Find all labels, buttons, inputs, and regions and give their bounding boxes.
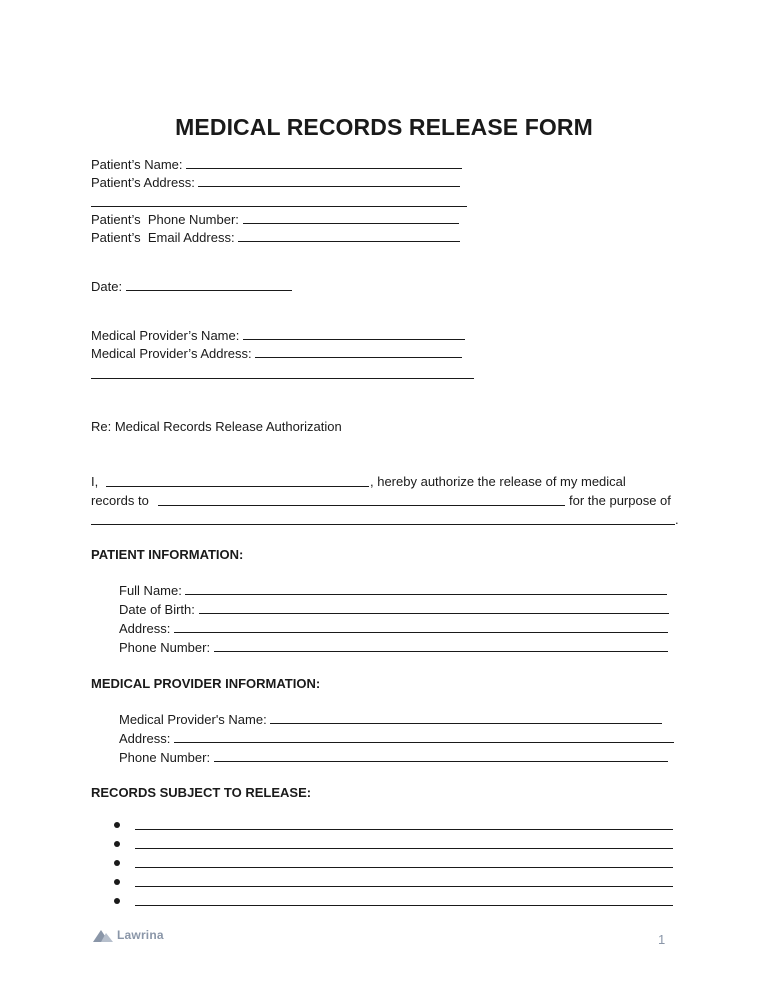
provider-info-address-row (119, 731, 674, 747)
provider-info-address-blank[interactable] (174, 731, 674, 743)
patient-name-blank[interactable] (186, 157, 462, 169)
auth-purpose-blank[interactable] (91, 524, 675, 525)
bullet-dot (114, 879, 120, 885)
bullet-dot (114, 822, 120, 828)
patient-phone-blank[interactable] (243, 212, 459, 224)
lawrina-logo (93, 928, 164, 942)
patient-address-blank-line2[interactable] (91, 206, 467, 207)
patient-info-phone-blank[interactable] (214, 640, 668, 652)
patient-address-row (91, 175, 460, 191)
provider-name-blank[interactable] (243, 328, 465, 340)
patient-email-row (91, 230, 460, 246)
auth-suffix: , hereby authorize the release of my medical (370, 474, 626, 489)
records-heading: RECORDS SUBJECT TO RELEASE: (91, 785, 312, 800)
provider-info-name-blank[interactable] (270, 712, 662, 724)
date-blank[interactable] (126, 279, 292, 291)
full-name-blank[interactable] (185, 583, 667, 595)
auth-line2-suffix: for the purpose of (569, 493, 671, 508)
provider-info-phone-row (119, 750, 668, 766)
brand-name: Lawrina (117, 928, 164, 942)
patient-phone-row (91, 212, 459, 228)
mountain-logo-icon (93, 928, 113, 942)
full-name-label: Full Name: (119, 583, 182, 598)
provider-info-name-row (119, 712, 662, 728)
records-item-blank[interactable] (135, 867, 673, 868)
provider-info-name-label: Medical Provider's Name: (119, 712, 267, 727)
provider-name-label: Medical Provider’s Name: (91, 328, 240, 343)
provider-address-label: Medical Provider’s Address: (91, 346, 252, 361)
dob-row (119, 602, 669, 618)
patient-info-address-row (119, 621, 668, 637)
bullet-dot (114, 841, 120, 847)
auth-line2-prefix: records to (91, 493, 149, 508)
re-line: Re: Medical Records Release Authorization (91, 419, 342, 434)
date-label: Date: (91, 279, 123, 294)
patient-info-phone-row (119, 640, 668, 656)
provider-info-heading: MEDICAL PROVIDER INFORMATION: (91, 676, 321, 691)
date-row (91, 279, 292, 295)
patient-email-blank[interactable] (238, 230, 460, 242)
bullet-dot (114, 860, 120, 866)
patient-info-address-label: Address: (119, 621, 171, 636)
bullet-dot (114, 898, 120, 904)
provider-info-phone-blank[interactable] (214, 750, 668, 762)
provider-name-row (91, 328, 465, 344)
provider-info-phone-label: Phone Number: (119, 750, 211, 765)
page-number: 1 (658, 932, 666, 947)
records-item-blank[interactable] (135, 905, 673, 906)
patient-info-address-blank[interactable] (174, 621, 668, 633)
auth-line3-end: . (675, 512, 679, 527)
provider-address-blank-line2[interactable] (91, 378, 474, 379)
full-name-row (119, 583, 667, 599)
patient-info-phone-label: Phone Number: (119, 640, 211, 655)
patient-phone-label: Patient’s Phone Number: (91, 212, 239, 227)
patient-email-label: Patient’s Email Address: (91, 230, 235, 245)
dob-blank[interactable] (199, 602, 669, 614)
provider-address-row (91, 346, 462, 362)
auth-name-blank[interactable] (106, 486, 369, 487)
provider-info-address-label: Address: (119, 731, 171, 746)
patient-address-label: Patient’s Address: (91, 175, 195, 190)
patient-name-row (91, 157, 462, 173)
records-item-blank[interactable] (135, 848, 673, 849)
provider-address-blank[interactable] (255, 346, 462, 358)
page-title: MEDICAL RECORDS RELEASE FORM (175, 114, 593, 140)
patient-info-heading: PATIENT INFORMATION: (91, 547, 244, 562)
dob-label: Date of Birth: (119, 602, 195, 617)
patient-name-label: Patient’s Name: (91, 157, 183, 172)
records-item-blank[interactable] (135, 886, 673, 887)
records-item-blank[interactable] (135, 829, 673, 830)
auth-prefix: I, (91, 474, 99, 489)
patient-address-blank[interactable] (198, 175, 460, 187)
auth-recipient-blank[interactable] (158, 505, 565, 506)
